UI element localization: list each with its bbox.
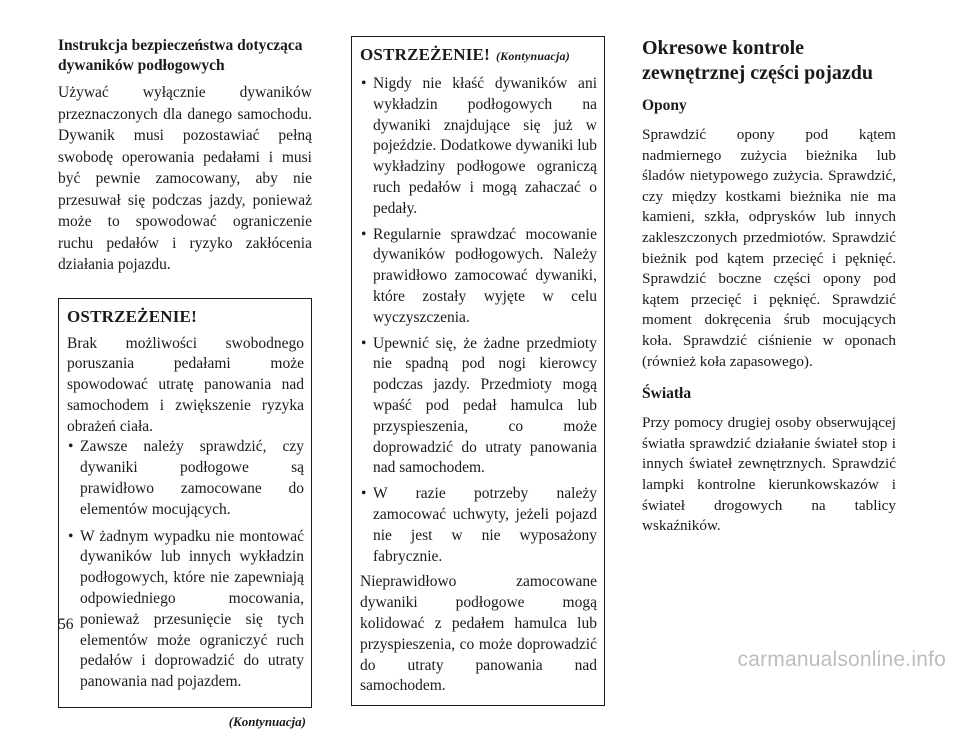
warning-box xyxy=(58,298,312,709)
warning-title xyxy=(360,44,597,67)
lights-title: Światła xyxy=(642,385,692,403)
floor-mat-paragraph: Używać wyłącznie dywaników przeznaczonych dla danego samochodu. Dywanik musi pozostawiać pełną swobodę operowania pedałami i musi być pewnie zamocowany, aby nie przesuwał się podczas jazdy, ponieważ może to spowodować ograniczenie ruchu pedałów i ryzyko zakłócenia działania pojazdu. xyxy=(58,84,312,273)
column-right xyxy=(642,36,896,537)
warning-bullet: • Nigdy nie kłaść dywaników ani wykładzin podłogowych na dywaniki znajdujące się już w pojeździe. Dodatkowe dywaniki lub wykładziny podłogowe ograniczą ruch pedałów i mogą zahaczać o pedały. xyxy=(360,74,597,220)
page-number: 56 xyxy=(58,616,74,633)
warning-title-text: OSTRZEŻENIE! xyxy=(360,45,490,64)
warning-bullet: • W żadnym wypadku nie montować dywaników lub innych wykładzin podłogowych, które nie zapewniają odpowiedniego mocowania, ponieważ przesunięcie się tych elementów może ograniczyć ruch pedałów i doprowadzić do utraty panowania nad pojazdem. xyxy=(67,527,304,693)
warning-intro: Brak możliwości swobodnego poruszania pedałami może spowodować utratę panowania nad samochodem i zwiększenie ryzyka obrażeń ciała. xyxy=(67,334,304,435)
warning-bullet: • Zawsze należy sprawdzić, czy dywaniki podłogowe są prawidłowo zamocowane do elementów mocujących. xyxy=(67,437,304,520)
column-left xyxy=(58,36,312,730)
warning-title: OSTRZEŻENIE! xyxy=(67,306,197,326)
lights-text: Przy pomocy drugiej osoby obserwującej światła sprawdzić działanie świateł stop i innych świateł zewnętrznych. Sprawdzić lampki kontrolne kierunkowskazów i świateł drogowych na tablicy wskaźników. xyxy=(642,414,896,535)
warning-bullet-list xyxy=(360,74,597,567)
warning-continuation-label: (Kontynuacja) xyxy=(495,49,570,63)
column-middle xyxy=(351,36,605,706)
watermark: carmanualsonline.info xyxy=(737,648,946,671)
warning-box-continued xyxy=(351,36,605,706)
tires-text: Sprawdzić opony pod kątem nadmiernego zużycia bieżnika lub śladów nietypowego zużycia. Sprawdzić, czy między kostkami bieżnika nie ma kamieni, szkła, odprysków lub innych zakleszczonych przedmiotów. Sprawdzić bieżnik pod kątem przecięć i pęknięć. Sprawdzić boczne części opony pod kątem przecięć i pęknięć. Sprawdzić moment dokręcenia śrub mocujących koła. Sprawdzić ciśnienie w oponach (również koła zapasowego). xyxy=(642,126,896,370)
floor-mat-heading: Instrukcja bezpieczeństwa dotycząca dywaników podłogowych xyxy=(58,37,303,74)
warning-bullet: • W razie potrzeby należy zamocować uchwyty, jeżeli pojazd nie jest w nie wyposażony fabrycznie. xyxy=(360,484,597,567)
warning-bullet-list xyxy=(67,437,304,693)
warning-bullet: • Regularnie sprawdzać mocowanie dywaników podłogowych. Należy prawidłowo zamocować dywaniki, które zostały wyjęte w celu wyczyszczenia. xyxy=(360,225,597,329)
tires-title: Opony xyxy=(642,97,687,114)
continued-label: (Kontynuacja) xyxy=(228,714,306,730)
section-title: Okresowe kontrole zewnętrznej części pojazdu xyxy=(642,37,874,84)
warning-tail-text: Nieprawidłowo zamocowane dywaniki podłogowe mogą kolidować z pedałem hamulca lub przyspieszenia, co może doprowadzić do utraty panowania nad samochodem. xyxy=(360,573,597,695)
warning-bullet: • Upewnić się, że żadne przedmioty nie spadną pod nogi kierowcy podczas jazdy. Przedmioty mogą wpaść pod pedał hamulca lub przyspieszenia, co może doprowadzić do utraty panowania nad samochodem. xyxy=(360,334,597,480)
